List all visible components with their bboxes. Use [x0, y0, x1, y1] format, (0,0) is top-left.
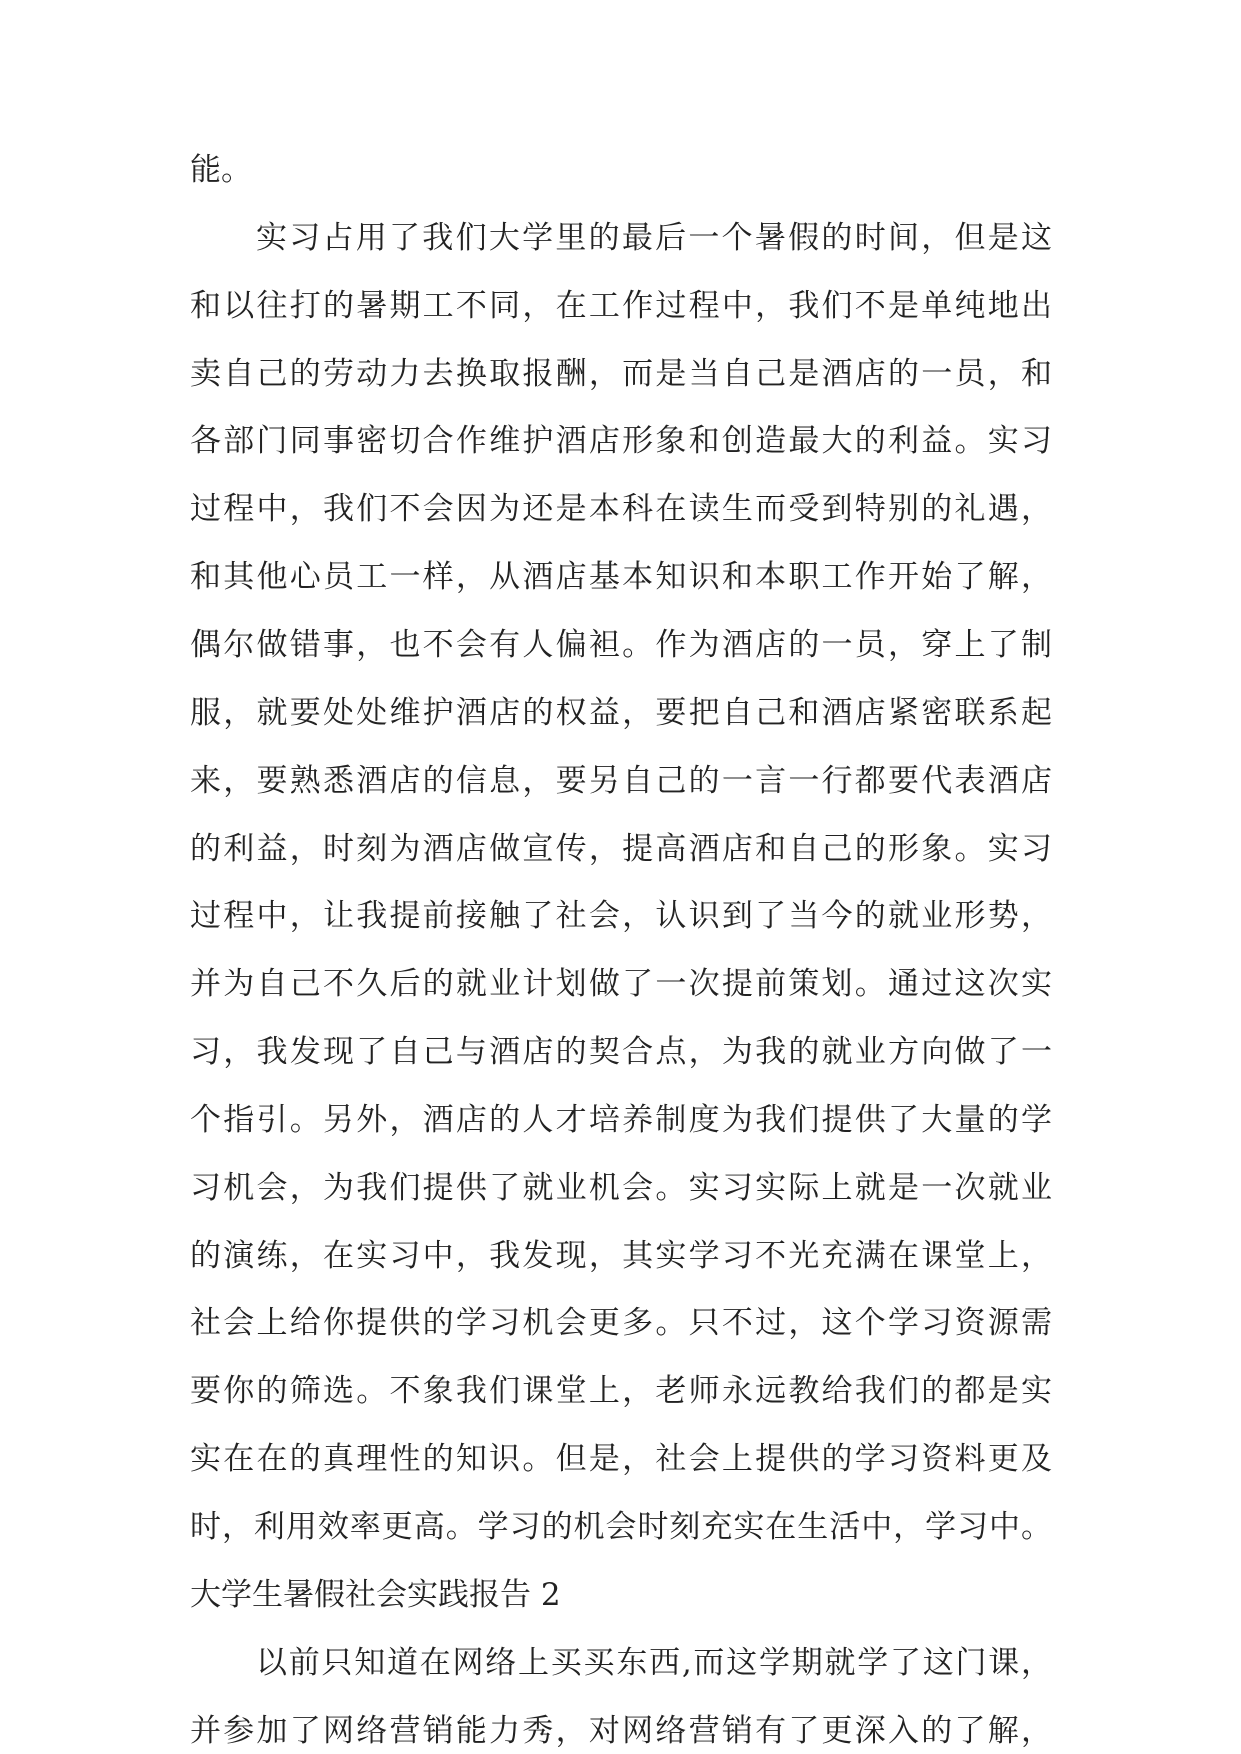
text-line-13: 并为自己不久后的就业计划做了一次提前策划。通过这次实 — [190, 966, 1052, 1002]
text-line-18: 社会上给你提供的学习机会更多。只不过，这个学习资源需 — [190, 1305, 1052, 1341]
section-heading: 大学生暑假社会实践报告 2 — [190, 1577, 561, 1613]
text-line-12: 过程中，让我提前接触了社会，认识到了当今的就业形势， — [190, 898, 1052, 934]
text-line-11: 的利益，时刻为酒店做宣传，提高酒店和自己的形象。实习 — [190, 831, 1052, 867]
text-line-10: 来，要熟悉酒店的信息，要另自己的一言一行都要代表酒店 — [190, 763, 1052, 799]
text-line-1: 能。 — [190, 152, 252, 188]
text-line-6: 过程中，我们不会因为还是本科在读生而受到特别的礼遇， — [190, 491, 1052, 527]
text-line-15: 个指引。另外，酒店的人才培养制度为我们提供了大量的学 — [190, 1102, 1052, 1138]
text-line-7: 和其他心员工一样，从酒店基本知识和本职工作开始了解， — [190, 559, 1052, 595]
text-line-20: 实在在的真理性的知识。但是，社会上提供的学习资料更及 — [190, 1441, 1052, 1477]
text-line-16: 习机会，为我们提供了就业机会。实习实际上就是一次就业 — [190, 1170, 1052, 1206]
text-line-4: 卖自己的劳动力去换取报酬，而是当自己是酒店的一员，和 — [190, 356, 1052, 392]
text-line-3: 和以往打的暑期工不同，在工作过程中，我们不是单纯地出 — [190, 288, 1052, 324]
text-line-8: 偶尔做错事，也不会有人偏袒。作为酒店的一员，穿上了制 — [190, 627, 1052, 663]
text-line-17: 的演练，在实习中，我发现，其实学习不光充满在课堂上， — [190, 1238, 1052, 1274]
text-line-21: 时，利用效率更高。学习的机会时刻充实在生活中，学习中。 — [190, 1509, 1052, 1545]
paragraph-first-line: 实习占用了我们大学里的最后一个暑假的时间，但是这 — [256, 220, 1052, 256]
text-line-24: 并参加了网络营销能力秀，对网络营销有了更深入的了解， — [190, 1713, 1052, 1749]
text-line-14: 习，我发现了自己与酒店的契合点，为我的就业方向做了一 — [190, 1034, 1052, 1070]
text-line-5: 各部门同事密切合作维护酒店形象和创造最大的利益。实习 — [190, 423, 1052, 459]
text-line-9: 服，就要处处维护酒店的权益，要把自己和酒店紧密联系起 — [190, 695, 1052, 731]
paragraph-first-line: 以前只知道在网络上买买东西,而这学期就学了这门课， — [256, 1645, 1052, 1681]
text-line-19: 要你的筛选。不象我们课堂上，老师永远教给我们的都是实 — [190, 1373, 1052, 1409]
